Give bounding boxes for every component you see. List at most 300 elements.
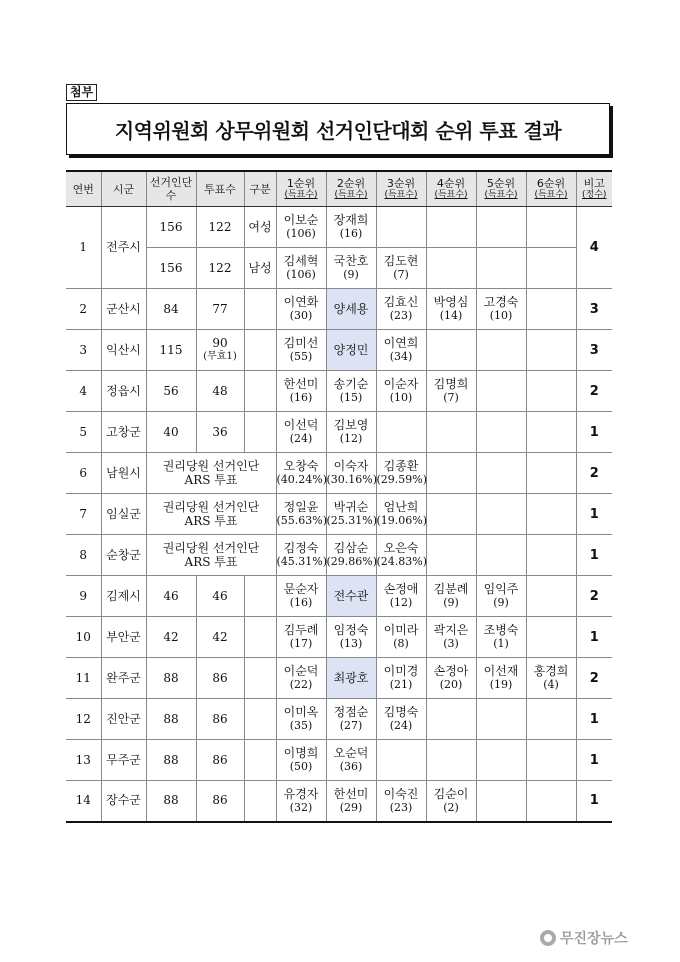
- candidate-votes: (29): [339, 800, 363, 814]
- vote-count: [196, 699, 244, 740]
- candidate-votes: (30): [289, 309, 313, 322]
- rank-3-cell: [376, 658, 426, 699]
- candidate-votes: (23): [389, 800, 413, 814]
- elector-count: 115: [146, 330, 196, 371]
- rank-1-cell: [276, 576, 326, 617]
- candidate-name: 임정숙: [333, 623, 369, 637]
- table-row: [66, 740, 612, 781]
- region-name: 장수군: [101, 781, 146, 822]
- rank-2-cell: [326, 248, 376, 289]
- candidate-name: 고경숙: [483, 295, 519, 309]
- candidate-name: 손정아: [433, 664, 469, 678]
- rank-5-cell: [476, 494, 526, 535]
- table-row: [66, 289, 612, 330]
- table-row: [66, 330, 612, 371]
- rank-3-cell: [376, 289, 426, 330]
- rank-5-cell: [476, 781, 526, 822]
- region-name: 완주군: [101, 658, 146, 699]
- candidate-votes: (16): [339, 227, 363, 240]
- gender-category: [244, 617, 276, 658]
- candidate-votes: (19.06%): [376, 514, 428, 527]
- candidate-votes: (25.31%): [326, 514, 378, 527]
- vote-count-value: 77: [212, 301, 228, 316]
- vote-count: [196, 248, 244, 289]
- region-name: 정읍시: [101, 371, 146, 412]
- candidate-name: 이명희: [283, 746, 319, 760]
- vote-count-value: 46: [212, 588, 228, 603]
- ars-vote-line1: 권리당원 선거인단: [162, 500, 260, 514]
- header-note: 비고 (정수): [576, 171, 612, 207]
- candidate-name: 김종환: [383, 459, 419, 473]
- candidate-name: 송기순: [333, 377, 369, 391]
- candidate-name: 정일윤: [283, 500, 319, 514]
- rank-1-cell: [276, 535, 326, 576]
- row-number: 1: [66, 207, 101, 289]
- rank-5-cell: [476, 658, 526, 699]
- candidate-name: 이순자: [383, 377, 419, 391]
- rank-4-cell: [426, 207, 476, 248]
- candidate-name: 양정민: [333, 342, 369, 357]
- candidate-name: 임익주: [483, 582, 519, 596]
- vote-count: [196, 289, 244, 330]
- vote-count-value: 122: [208, 219, 232, 234]
- candidate-name: 김명숙: [383, 705, 419, 719]
- vote-count: [196, 371, 244, 412]
- candidate-votes: (17): [289, 637, 313, 650]
- rank-2-cell: [326, 658, 376, 699]
- vote-count-value: 42: [212, 629, 228, 644]
- rank-1-cell: [276, 453, 326, 494]
- candidate-name: 문순자: [283, 582, 319, 596]
- candidate-name: 양세용: [333, 301, 369, 316]
- vote-count: [196, 576, 244, 617]
- rank-6-cell: [526, 617, 576, 658]
- ars-vote-line1: 권리당원 선거인단: [162, 541, 260, 555]
- rank-3-cell: [376, 494, 426, 535]
- seat-count: 2: [576, 576, 612, 617]
- region-name: 진안군: [101, 699, 146, 740]
- region-name: 부안군: [101, 617, 146, 658]
- region-name: 익산시: [101, 330, 146, 371]
- candidate-votes: (9): [493, 596, 509, 609]
- rank-2-cell: [326, 453, 376, 494]
- table-row: [66, 658, 612, 699]
- candidate-votes: (34): [389, 350, 413, 363]
- ars-vote-note: [146, 494, 276, 535]
- rank-5-cell: [476, 289, 526, 330]
- candidate-name: 김세혁: [283, 254, 319, 268]
- region-name: 순창군: [101, 535, 146, 576]
- rank-3-cell: [376, 576, 426, 617]
- attachment-label: 첨부: [66, 84, 97, 101]
- candidate-name: 이연희: [383, 336, 419, 350]
- logo-icon: [540, 930, 556, 946]
- candidate-name: 이미경: [383, 664, 419, 678]
- candidate-name: 홍경희: [533, 664, 569, 678]
- rank-3-cell: [376, 412, 426, 453]
- rank-4-cell: [426, 330, 476, 371]
- rank-1-cell: [276, 494, 326, 535]
- candidate-votes: (3): [443, 637, 459, 650]
- rank-1-cell: [276, 740, 326, 781]
- candidate-votes: (55.63%): [276, 514, 328, 527]
- rank-6-cell: [526, 781, 576, 822]
- rank-5-cell: [476, 412, 526, 453]
- region-name: 무주군: [101, 740, 146, 781]
- candidate-name: 이보순: [283, 213, 319, 227]
- header-rank-2: 2순위 (득표수): [326, 171, 376, 207]
- gender-category: 여성: [244, 207, 276, 248]
- candidate-name: 정점순: [333, 705, 369, 719]
- candidate-name: 김정숙: [283, 541, 319, 555]
- candidate-name: 전수관: [333, 588, 369, 603]
- candidate-name: 이연화: [283, 295, 319, 309]
- rank-6-cell: [526, 740, 576, 781]
- candidate-votes: (9): [343, 268, 359, 281]
- elector-count: 40: [146, 412, 196, 453]
- rank-5-cell: [476, 535, 526, 576]
- header-rank-6: 6순위 (득표수): [526, 171, 576, 207]
- candidate-name: 오창숙: [283, 459, 319, 473]
- region-name: 군산시: [101, 289, 146, 330]
- ars-vote-line2: ARS 투표: [184, 514, 238, 528]
- candidate-votes: (15): [339, 391, 363, 404]
- rank-1-cell: [276, 699, 326, 740]
- rank-6-cell: [526, 207, 576, 248]
- row-number: 11: [66, 658, 101, 699]
- rank-3-cell: [376, 617, 426, 658]
- rank-3-cell: [376, 453, 426, 494]
- candidate-votes: (1): [493, 637, 509, 650]
- rank-5-cell: [476, 371, 526, 412]
- seat-count: 1: [576, 617, 612, 658]
- rank-3-cell: [376, 371, 426, 412]
- rank-4-cell: [426, 658, 476, 699]
- vote-count-value: 86: [212, 793, 228, 808]
- candidate-votes: (16): [289, 391, 313, 404]
- candidate-votes: (55): [289, 350, 313, 363]
- seat-count: 1: [576, 740, 612, 781]
- candidate-name: 이숙진: [383, 786, 419, 801]
- watermark: [540, 925, 670, 951]
- rank-6-cell: [526, 330, 576, 371]
- vote-count-value: 86: [212, 711, 228, 726]
- vote-count: [196, 330, 244, 371]
- ars-vote-line1: 권리당원 선거인단: [162, 459, 260, 473]
- row-number: 10: [66, 617, 101, 658]
- candidate-votes: (16): [289, 596, 313, 609]
- vote-count: [196, 412, 244, 453]
- candidate-name: 이숙자: [333, 459, 369, 473]
- candidate-name: 한선미: [283, 377, 319, 391]
- elector-count: 46: [146, 576, 196, 617]
- rank-1-cell: [276, 289, 326, 330]
- vote-count: [196, 740, 244, 781]
- candidate-votes: (7): [393, 268, 409, 281]
- rank-4-cell: [426, 576, 476, 617]
- seat-count: 1: [576, 494, 612, 535]
- candidate-votes: (12): [339, 432, 363, 445]
- candidate-votes: (19): [489, 678, 513, 691]
- ars-vote-note: [146, 453, 276, 494]
- candidate-name: 조병숙: [483, 623, 519, 637]
- rank-6-cell: [526, 453, 576, 494]
- row-number: 14: [66, 781, 101, 822]
- elector-count: 156: [146, 248, 196, 289]
- candidate-name: 김미선: [283, 336, 319, 350]
- rank-4-cell: [426, 371, 476, 412]
- gender-category: [244, 330, 276, 371]
- ars-vote-note: [146, 535, 276, 576]
- seat-count: 3: [576, 289, 612, 330]
- header-rank-5: 5순위 (득표수): [476, 171, 526, 207]
- rank-5-cell: [476, 740, 526, 781]
- gender-category: [244, 412, 276, 453]
- header-region: 시군: [101, 171, 146, 207]
- candidate-name: 엄난희: [383, 500, 419, 514]
- elector-count: 84: [146, 289, 196, 330]
- table-row: [66, 412, 612, 453]
- candidate-votes: (24): [389, 719, 413, 732]
- rank-6-cell: [526, 658, 576, 699]
- rank-2-cell: [326, 535, 376, 576]
- seat-count: 1: [576, 781, 612, 822]
- header-row: [66, 171, 612, 207]
- gender-category: 남성: [244, 248, 276, 289]
- rank-5-cell: [476, 207, 526, 248]
- rank-5-cell: [476, 330, 526, 371]
- rank-2-cell: [326, 289, 376, 330]
- candidate-votes: (35): [289, 719, 313, 732]
- elector-count: 156: [146, 207, 196, 248]
- seat-count: 1: [576, 699, 612, 740]
- seat-count: 1: [576, 412, 612, 453]
- candidate-votes: (12): [389, 596, 413, 609]
- candidate-votes: (4): [543, 678, 559, 691]
- table-row: [66, 371, 612, 412]
- rank-5-cell: [476, 699, 526, 740]
- rank-3-cell: [376, 535, 426, 576]
- candidate-votes: (8): [393, 637, 409, 650]
- elector-count: 88: [146, 658, 196, 699]
- elector-count: 88: [146, 740, 196, 781]
- table-row: [66, 248, 612, 289]
- table-row: [66, 781, 612, 822]
- rank-2-cell: [326, 412, 376, 453]
- rank-1-cell: [276, 371, 326, 412]
- header-gender: 구분: [244, 171, 276, 207]
- row-number: 2: [66, 289, 101, 330]
- table-row: [66, 453, 612, 494]
- rank-6-cell: [526, 412, 576, 453]
- rank-4-cell: [426, 781, 476, 822]
- row-number: 3: [66, 330, 101, 371]
- rank-4-cell: [426, 740, 476, 781]
- region-name: 김제시: [101, 576, 146, 617]
- rank-3-cell: [376, 330, 426, 371]
- gender-category: [244, 371, 276, 412]
- seat-count: 1: [576, 535, 612, 576]
- seat-count: 4: [576, 207, 612, 289]
- table-row: [66, 535, 612, 576]
- candidate-name: 장재희: [333, 213, 369, 227]
- rank-2-cell: [326, 617, 376, 658]
- candidate-name: 최광호: [333, 670, 369, 685]
- row-number: 12: [66, 699, 101, 740]
- candidate-name: 김도현: [383, 254, 419, 268]
- rank-3-cell: [376, 740, 426, 781]
- rank-3-cell: [376, 781, 426, 822]
- table-row: [66, 617, 612, 658]
- candidate-name: 이미옥: [283, 705, 319, 719]
- candidate-name: 김분례: [433, 582, 469, 596]
- rank-5-cell: [476, 576, 526, 617]
- table-row: [66, 699, 612, 740]
- results-table: [66, 170, 612, 823]
- region-name: 남원시: [101, 453, 146, 494]
- candidate-votes: (24.83%): [376, 555, 428, 568]
- candidate-name: 유경자: [283, 786, 319, 801]
- seat-count: 2: [576, 658, 612, 699]
- row-number: 8: [66, 535, 101, 576]
- rank-6-cell: [526, 289, 576, 330]
- region-name: 임실군: [101, 494, 146, 535]
- candidate-votes: (7): [443, 391, 459, 404]
- candidate-votes: (9): [443, 596, 459, 609]
- gender-category: [244, 781, 276, 822]
- gender-category: [244, 289, 276, 330]
- rank-1-cell: [276, 330, 326, 371]
- rank-1-cell: [276, 248, 326, 289]
- header-votes: 투표수: [196, 171, 244, 207]
- ars-vote-line2: ARS 투표: [184, 473, 238, 487]
- table-row: [66, 576, 612, 617]
- rank-2-cell: [326, 576, 376, 617]
- candidate-name: 손정애: [383, 582, 419, 596]
- rank-3-cell: [376, 248, 426, 289]
- candidate-name: 김순이: [433, 786, 469, 801]
- rank-4-cell: [426, 617, 476, 658]
- rank-2-cell: [326, 781, 376, 822]
- candidate-name: 김두례: [283, 623, 319, 637]
- vote-count-value: 36: [212, 424, 228, 439]
- vote-count-value: 86: [212, 670, 228, 685]
- elector-count: 88: [146, 781, 196, 822]
- vote-count-value: 48: [212, 383, 228, 398]
- header-rank-3: 3순위 (득표수): [376, 171, 426, 207]
- rank-6-cell: [526, 535, 576, 576]
- rank-6-cell: [526, 699, 576, 740]
- header-rank-1: 1순위 (득표수): [276, 171, 326, 207]
- candidate-name: 곽지은: [433, 623, 469, 637]
- rank-1-cell: [276, 207, 326, 248]
- rank-6-cell: [526, 576, 576, 617]
- candidate-name: 이선재: [483, 664, 519, 678]
- seat-count: 3: [576, 330, 612, 371]
- rank-2-cell: [326, 207, 376, 248]
- rank-4-cell: [426, 248, 476, 289]
- candidate-votes: (20): [439, 678, 463, 691]
- elector-count: 88: [146, 699, 196, 740]
- rank-4-cell: [426, 535, 476, 576]
- candidate-votes: (29.59%): [376, 473, 428, 486]
- header-no: 연번: [66, 171, 101, 207]
- rank-2-cell: [326, 330, 376, 371]
- candidate-name: 김명희: [433, 377, 469, 391]
- rank-1-cell: [276, 781, 326, 822]
- candidate-name: 이미라: [383, 623, 419, 637]
- candidate-name: 국찬호: [333, 254, 369, 268]
- gender-category: [244, 576, 276, 617]
- row-number: 5: [66, 412, 101, 453]
- candidate-name: 박영심: [433, 295, 469, 309]
- rank-1-cell: [276, 412, 326, 453]
- candidate-votes: (36): [339, 760, 363, 773]
- candidate-votes: (40.24%): [276, 473, 328, 486]
- table-row: [66, 494, 612, 535]
- candidate-votes: (29.86%): [326, 555, 378, 568]
- rank-2-cell: [326, 371, 376, 412]
- rank-6-cell: [526, 248, 576, 289]
- rank-6-cell: [526, 494, 576, 535]
- candidate-name: 오순덕: [333, 746, 369, 760]
- vote-count: [196, 658, 244, 699]
- candidate-votes: (22): [289, 678, 313, 691]
- vote-count: [196, 617, 244, 658]
- rank-2-cell: [326, 494, 376, 535]
- header-rank-4: 4순위 (득표수): [426, 171, 476, 207]
- rank-2-cell: [326, 740, 376, 781]
- vote-count-value: 90: [212, 336, 228, 350]
- candidate-votes: (45.31%): [276, 555, 328, 568]
- rank-5-cell: [476, 453, 526, 494]
- row-number: 7: [66, 494, 101, 535]
- candidate-votes: (27): [339, 719, 363, 732]
- invalid-votes: (무효1): [203, 351, 237, 362]
- rank-4-cell: [426, 412, 476, 453]
- candidate-votes: (32): [289, 800, 313, 814]
- rank-1-cell: [276, 617, 326, 658]
- row-number: 13: [66, 740, 101, 781]
- rank-4-cell: [426, 494, 476, 535]
- candidate-name: 박귀순: [333, 500, 369, 514]
- rank-4-cell: [426, 453, 476, 494]
- candidate-votes: (24): [289, 432, 313, 445]
- candidate-votes: (10): [489, 309, 513, 322]
- page-title: 지역위원회 상무위원회 선거인단대회 순위 투표 결과: [66, 103, 610, 155]
- rank-1-cell: [276, 658, 326, 699]
- table-row: [66, 207, 612, 248]
- seat-count: 2: [576, 453, 612, 494]
- candidate-name: 오은숙: [383, 541, 419, 555]
- rank-6-cell: [526, 371, 576, 412]
- rank-4-cell: [426, 699, 476, 740]
- region-name: 고창군: [101, 412, 146, 453]
- candidate-name: 한선미: [333, 786, 369, 801]
- candidate-name: 김보영: [333, 418, 369, 432]
- candidate-votes: (10): [389, 391, 413, 404]
- row-number: 9: [66, 576, 101, 617]
- vote-count-value: 86: [212, 752, 228, 767]
- vote-count: [196, 207, 244, 248]
- rank-4-cell: [426, 289, 476, 330]
- candidate-votes: (23): [389, 309, 413, 322]
- region-name: 전주시: [101, 207, 146, 289]
- candidate-votes: (2): [443, 800, 459, 814]
- rank-3-cell: [376, 699, 426, 740]
- candidate-votes: (50): [289, 760, 313, 773]
- candidate-name: 김효신: [383, 295, 419, 309]
